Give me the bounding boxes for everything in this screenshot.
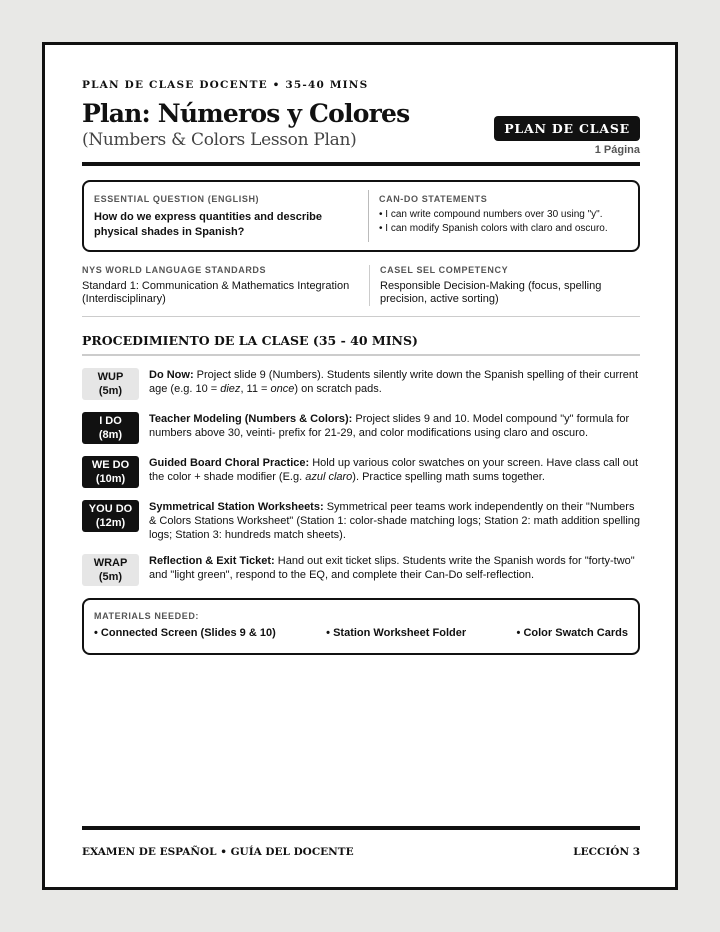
step-tag-time: (12m)	[95, 517, 126, 529]
lesson-plan-page	[42, 42, 678, 890]
step-tag	[82, 456, 139, 488]
step-description	[149, 554, 640, 586]
can-do-item: • I can modify Spanish colors with claro and oscuro.	[379, 223, 608, 234]
step-you-do	[82, 500, 640, 542]
footer-divider	[82, 826, 640, 830]
step-description	[149, 456, 640, 488]
casel-competency	[369, 265, 640, 306]
procedure-steps	[82, 368, 640, 586]
step-tag-label: WRAP	[93, 557, 128, 569]
procedure-heading: PROCEDIMIENTO DE LA CLASE (35 - 40 MINS)	[82, 333, 418, 348]
step-title: Guided Board Choral Practice:	[149, 457, 310, 469]
step-tag-label: I DO	[99, 415, 122, 427]
step-text-part: Hand out exit ticket slips. Students write the Spanish words for "forty-two" and "light green", respond to the EQ, and complete their Can-Do self-reflection.	[149, 555, 635, 581]
step-tag-label: WE DO	[91, 459, 130, 471]
footer-right: LECCIÓN 3	[573, 846, 640, 858]
step-tag-label: YOU DO	[88, 503, 133, 515]
step-title: Symmetrical Station Worksheets:	[149, 501, 324, 513]
can-do-statements	[369, 182, 638, 250]
step-warm-up	[82, 368, 640, 400]
materials-label: MATERIALS NEEDED:	[94, 611, 200, 621]
step-we-do	[82, 456, 640, 488]
nys-standards	[82, 265, 369, 306]
materials-box	[82, 598, 640, 655]
step-description	[149, 412, 640, 444]
casel-text: Responsible Decision-Making (focus, spelling precision, active sorting)	[380, 280, 602, 305]
step-i-do	[82, 412, 640, 444]
footer-left: EXAMEN DE ESPAÑOL • GUÍA DEL DOCENTE	[82, 846, 354, 858]
plan-badge: PLAN DE CLASE	[494, 116, 640, 141]
page-content	[82, 79, 640, 655]
header-kicker: PLAN DE CLASE DOCENTE • 35-40 MINS	[82, 79, 369, 91]
material-item: • Connected Screen (Slides 9 & 10)	[94, 627, 276, 639]
essential-question-label: ESSENTIAL QUESTION (ENGLISH)	[94, 194, 260, 204]
step-tag-time: (8m)	[98, 429, 123, 441]
objectives-box	[82, 180, 640, 252]
step-text-part: Project slides 9 and 10. Model compound "y" formula for numbers above 30, veinti- prefix for 21-29, and color modifications using claro and oscuro.	[149, 413, 630, 439]
nys-standards-label: NYS WORLD LANGUAGE STANDARDS	[82, 265, 267, 275]
step-text-part: , 11 =	[240, 383, 271, 395]
page-title: Plan: Números y Colores	[82, 99, 410, 128]
procedure-divider	[82, 354, 640, 356]
step-text-part: ). Practice spelling math sums together.	[352, 471, 545, 483]
casel-label: CASEL SEL COMPETENCY	[380, 265, 509, 275]
page-footer	[82, 846, 640, 858]
step-text-part: Hold up various color swatches on your screen. Have class call out the color + shade modifier (E.g.	[149, 457, 639, 483]
step-description	[149, 500, 640, 542]
step-text-part: ) on scratch pads.	[294, 383, 382, 395]
page-subtitle: (Numbers & Colors Lesson Plan)	[82, 130, 357, 150]
step-tag-time: (5m)	[98, 571, 123, 583]
can-do-label: CAN-DO STATEMENTS	[379, 194, 488, 204]
step-tag	[82, 554, 139, 586]
step-tag-time: (10m)	[95, 473, 126, 485]
material-item: • Color Swatch Cards	[516, 627, 628, 639]
step-tag	[82, 412, 139, 444]
page-count: 1 Página	[594, 144, 640, 156]
step-title: Teacher Modeling (Numbers & Colors):	[149, 413, 353, 425]
step-example: azul claro	[305, 471, 353, 483]
essential-question-text: How do we express quantities and describe physical shades in Spanish?	[94, 211, 323, 238]
can-do-item: • I can write compound numbers over 30 using "y".	[379, 209, 603, 220]
step-description	[149, 368, 640, 400]
step-title: Reflection & Exit Ticket:	[149, 555, 275, 567]
step-wrap	[82, 554, 640, 586]
step-example: once	[270, 383, 295, 395]
step-tag-label: WUP	[97, 371, 124, 383]
nys-standards-text: Standard 1: Communication & Mathematics Integration (Interdisciplinary)	[82, 280, 350, 305]
step-text-part: Project slide 9 (Numbers). Students silently write down the Spanish spelling of their current age (e.g. 10 =	[149, 369, 639, 395]
header-divider	[82, 162, 640, 166]
materials-list	[94, 627, 628, 639]
step-tag-time: (5m)	[98, 385, 123, 397]
essential-question	[84, 190, 369, 242]
material-item: • Station Worksheet Folder	[326, 627, 467, 639]
can-do-list	[379, 208, 628, 236]
standards-row	[82, 265, 640, 306]
step-tag	[82, 368, 139, 400]
standards-divider	[82, 316, 640, 317]
step-tag	[82, 500, 139, 532]
step-example: diez	[220, 383, 241, 395]
step-title: Do Now:	[149, 369, 194, 381]
step-text-part: Symmetrical peer teams work independently on their "Numbers & Colors Stations Worksheet" (Station 1: color-shade matching logs; Station 2: math addition spelling logs; Station 3: hundreds match sheets).	[149, 501, 641, 541]
